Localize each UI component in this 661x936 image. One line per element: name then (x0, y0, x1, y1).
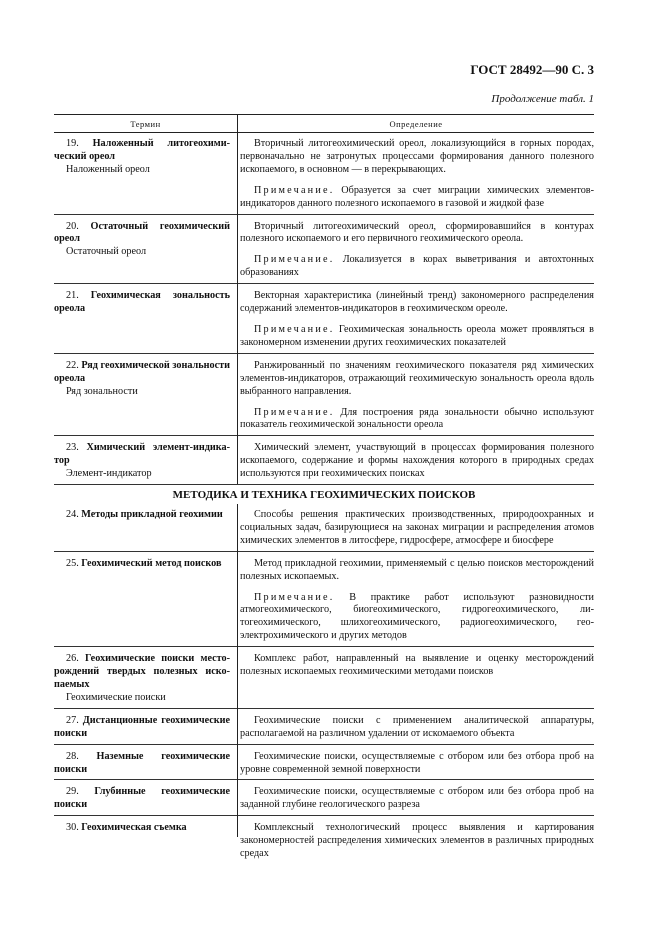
rows-group-a (54, 133, 594, 484)
term-name: Химический элемент-индикатор (54, 442, 230, 467)
note-text: В практике работ используют разновидности атмогеохимического, биогеохимического, гидрогеохимического, литогеохимического, шлихогеохимического, радиогеохимического, геоэлектрохимического и других методов (240, 591, 594, 642)
term-cell (54, 653, 234, 705)
term-number: 29. (66, 786, 79, 798)
term-cell (54, 822, 234, 861)
table-row (54, 551, 594, 646)
term-title (54, 442, 230, 468)
term-synonym: Геохимические поиски (66, 691, 166, 703)
definition-text: Комплексный технологический процесс выявления и картирования закономерностей распределения химических элементов в различных природных средах (240, 822, 594, 860)
note-label: Примечание. (254, 591, 335, 603)
term-name: Наложенный литогеохимический ореол (54, 138, 230, 162)
term-name: Остаточный геохимический ореол (54, 220, 230, 245)
definition-cell (234, 751, 594, 777)
term-name: Ряд геохимической зональности ореола (54, 359, 230, 384)
table-row (54, 504, 594, 551)
definition-cell (234, 653, 594, 705)
term-synonym: Ряд зональности (66, 385, 138, 397)
term-number: 19. (66, 138, 79, 149)
note-text: Образуется за счет миграции химических элементов-индикаторов данного полезного ископаемого в газовой и жидкой фазе (240, 184, 594, 209)
definition-text: Геохимические поиски, осуществляемые с отбором или без отбора проб на уровне современной земной поверхности (240, 750, 594, 775)
term-title (54, 360, 230, 386)
term-cell (54, 558, 234, 643)
term-synonym: Остаточный ореол (66, 246, 147, 258)
table-row (54, 353, 594, 436)
table-row (54, 214, 594, 284)
term-title (54, 558, 230, 571)
term-name: Геохимическая зональность ореола (54, 290, 230, 315)
table-row (54, 779, 594, 815)
term-title (54, 290, 230, 316)
definition-cell (234, 715, 594, 741)
definition-text: Комплекс работ, направленный на выявление и оценку месторождений полезных ископаемых геохимическими методами поисков (240, 653, 594, 678)
definition-cell (234, 786, 594, 812)
section-heading: МЕТОДИКА И ТЕХНИКА ГЕОХИМИЧЕСКИХ ПОИСКОВ (54, 484, 594, 504)
term-number: 20. (66, 220, 79, 232)
term-number: 21. (66, 290, 79, 302)
note-paragraph (240, 324, 594, 350)
table-row (54, 744, 594, 780)
table-row (54, 815, 594, 864)
term-title (54, 653, 230, 692)
definition-cell (234, 442, 594, 481)
definition-text: Векторная характеристика (линейный тренд) закономерного распределения содержаний элементов-индикаторов в геохимическом ореоле. (240, 290, 594, 315)
term-cell (54, 290, 234, 350)
term-title (54, 138, 230, 164)
note-text: Геохимическая зональность ореола может проявляться в закономерном изменении других геохимических показателей (240, 323, 594, 348)
table-row (54, 133, 594, 214)
term-title (54, 715, 230, 741)
column-header-term: Термин (54, 115, 238, 132)
term-number: 28. (66, 750, 79, 762)
definition-text: Химический элемент, участвующий в процессах формирования полезного ископаемого, содержание и формы нахождения которого в природных средах используются при геохимических поисках (240, 442, 594, 480)
term-cell (54, 751, 234, 777)
table-row (54, 283, 594, 353)
term-cell (54, 221, 234, 281)
term-name: Наземные геохимические поиски (54, 750, 231, 775)
term-number: 24. (66, 509, 79, 521)
table-row (54, 646, 594, 708)
term-number: 23. (66, 442, 79, 454)
note-label: Примечание. (254, 406, 335, 418)
note-label: Примечание. (254, 323, 335, 335)
note-paragraph (240, 407, 594, 433)
term-name: Геохимическая съемка (81, 822, 187, 834)
note-text: Для построения ряда зональности обычно используют показатель геохимической зональности ореола (240, 406, 595, 431)
note-label: Примечание. (254, 254, 335, 266)
definition-cell (234, 558, 594, 643)
note-label: Примечание. (254, 184, 335, 196)
table-continuation-label: Продолжение табл. 1 (491, 93, 594, 105)
term-name: Геохимические поиски месторождений твердых полезных ископаемых (54, 653, 231, 690)
term-cell (54, 715, 234, 741)
term-name: Методы прикладной геохимии (81, 509, 223, 521)
table-row (54, 435, 594, 484)
definition-text: Ранжированный по значениям геохимического показателя ряд химических элементов-индикаторов, отражающий геохимическую зональность ореола вдоль выбранного направления. (240, 359, 594, 397)
definition-text: Геохимические поиски, осуществляемые с отбором или без отбора проб на заданной глубине геологического разреза (240, 786, 594, 811)
term-title (54, 822, 230, 835)
column-header-definition: Определение (389, 118, 443, 129)
term-number: 27. (66, 714, 79, 726)
terms-table (54, 114, 594, 864)
term-cell (54, 786, 234, 812)
term-cell (54, 509, 234, 548)
term-synonym: Элемент-индикатор (66, 468, 152, 480)
definition-cell (234, 822, 594, 861)
definition-text: Вторичный литогеохимический ореол, локализующийся в горных породах, первоначально не затронутых процессами формирования данного полезного ископаемого, в основном — в перекрывающих. (240, 138, 594, 175)
note-paragraph (240, 254, 594, 280)
definition-cell (234, 290, 594, 350)
term-title (54, 221, 230, 247)
term-number: 30. (66, 822, 79, 834)
term-cell (54, 442, 234, 481)
term-number: 26. (66, 653, 79, 665)
definition-text: Вторичный литогеохимический ореол, сформировавшийся в контурах полезного ископаемого и его первичного геохимического ореола. (240, 220, 594, 245)
definition-cell (234, 221, 594, 281)
definition-text: Метод прикладной геохимии, применяемый с целью поисков месторождений полезных ископаемых. (240, 557, 594, 582)
definition-text: Геохимические поиски с применением аналитической аппаратуры, располагаемой на различном удалении от искомаемого объекта (240, 714, 594, 739)
note-paragraph (240, 185, 594, 211)
definition-cell (234, 138, 594, 211)
definition-cell (234, 360, 594, 433)
term-name: Глубинные геохимические поиски (54, 786, 230, 811)
note-text: Локализуется в корах выветривания и автохтонных образованиях (240, 254, 594, 279)
term-title (54, 786, 230, 812)
term-name: Дистанционные геохимические поиски (54, 714, 231, 739)
term-name: Геохимический метод поисков (81, 557, 222, 569)
document-reference: ГОСТ 28492—90 С. 3 (470, 62, 594, 77)
rows-group-b (54, 504, 594, 864)
term-title (54, 751, 230, 777)
term-cell (54, 360, 234, 433)
term-number: 25. (66, 557, 79, 569)
table-header (54, 115, 594, 133)
definition-cell (234, 509, 594, 548)
note-paragraph (240, 592, 594, 644)
term-number: 22. (66, 359, 79, 371)
term-title (54, 509, 230, 522)
term-synonym: Наложенный ореол (66, 163, 150, 175)
table-row (54, 708, 594, 744)
definition-text: Способы решения практических производственных, природоохранных и социальных задач, базирующиеся на законах миграции и распределения атомов химических элементов в литосфере, гидросфере, атмосфере и биосфере (240, 509, 594, 546)
term-cell (54, 138, 234, 211)
